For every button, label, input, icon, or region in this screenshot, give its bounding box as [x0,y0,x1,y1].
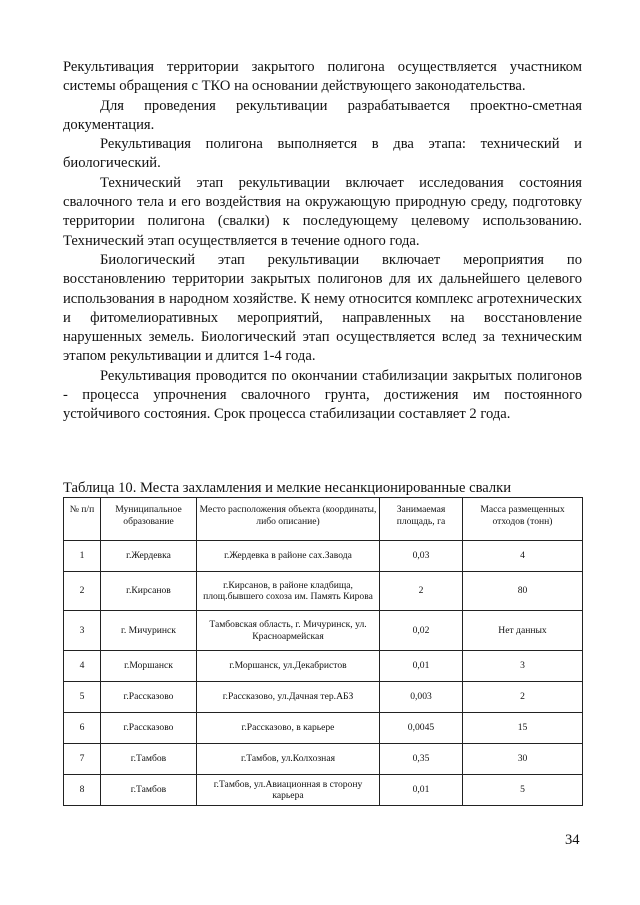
cell-location: г.Тамбов, ул.Колхозная [197,744,380,775]
cell-num: 4 [64,651,101,682]
paragraph: Технический этап рекультивации включает исследования состояния свалочного тела и его воздействия на окружающую природную среду, подготовку территории полигона (свалки) к последующему целевому использованию. Технический этап осуществляется в течение одного года. [63,174,582,249]
cell-area: 0,35 [380,744,463,775]
cell-num: 5 [64,682,101,713]
cell-mass: 2 [463,682,583,713]
cell-mass: Нет данных [463,611,583,651]
cell-area: 2 [380,572,463,611]
cell-area: 0,01 [380,775,463,806]
table-row [64,775,583,806]
header-location: Место расположения объекта (координаты, либо описание) [197,498,380,541]
cell-num: 2 [64,572,101,611]
cell-area: 0,003 [380,682,463,713]
cell-municipality: г.Кирсанов [101,572,197,611]
cell-location: г.Рассказово, в карьере [197,713,380,744]
cell-num: 3 [64,611,101,651]
table-header-row [64,498,583,541]
dumps-table [63,497,583,806]
cell-num: 7 [64,744,101,775]
cell-mass: 5 [463,775,583,806]
table-row [64,713,583,744]
cell-municipality: г.Рассказово [101,682,197,713]
cell-location: г.Рассказово, ул.Дачная тер.АБЗ [197,682,380,713]
header-mass: Масса размещенных отходов (тонн) [463,498,583,541]
cell-mass: 80 [463,572,583,611]
cell-municipality: г. Мичуринск [101,611,197,651]
cell-municipality: г.Моршанск [101,651,197,682]
cell-num: 8 [64,775,101,806]
cell-num: 6 [64,713,101,744]
cell-mass: 30 [463,744,583,775]
cell-mass: 4 [463,541,583,572]
header-area: Занимаемая площадь, га [380,498,463,541]
table-row [64,744,583,775]
cell-location: г.Жердевка в районе сах.Завода [197,541,380,572]
cell-location: г.Тамбов, ул.Авиационная в сторону карьера [197,775,380,806]
table-row [64,572,583,611]
table-row [64,651,583,682]
cell-mass: 15 [463,713,583,744]
paragraph: Для проведения рекультивации разрабатывается проектно-сметная документация. [63,97,582,133]
paragraph: Рекультивация территории закрытого полигона осуществляется участником системы обращения с ТКО на основании действующего законодательства. [63,59,582,95]
cell-municipality: г.Тамбов [101,775,197,806]
cell-area: 0,02 [380,611,463,651]
cell-municipality: г.Тамбов [101,744,197,775]
body-text [63,58,582,425]
paragraph: Рекультивация полигона выполняется в два этапа: технический и биологический. [63,136,582,172]
table-row [64,611,583,651]
cell-municipality: г.Жердевка [101,541,197,572]
header-num: № п/п [64,498,101,541]
cell-area: 0,0045 [380,713,463,744]
paragraph: Рекультивация проводится по окончании стабилизации закрытых полигонов - процесса упрочнения свалочного грунта, достижения им постоянного устойчивого состояния. Срок процесса стабилизации составляет 2 года. [63,367,582,423]
table-row [64,541,583,572]
table-caption: Таблица 10. Места захламления и мелкие несанкционированные свалки [63,480,512,496]
cell-municipality: г.Рассказово [101,713,197,744]
cell-mass: 3 [463,651,583,682]
cell-location: г.Моршанск, ул.Декабристов [197,651,380,682]
cell-location: г.Кирсанов, в районе кладбища, площ.бывшего сохоза им. Память Кирова [197,572,380,611]
cell-area: 0,01 [380,651,463,682]
cell-location: Тамбовская область, г. Мичуринск, ул. Красноармейская [197,611,380,651]
page-number: 34 [565,832,580,848]
table-row [64,682,583,713]
cell-num: 1 [64,541,101,572]
header-municipality: Муниципальное образование [101,498,197,541]
cell-area: 0,03 [380,541,463,572]
paragraph: Биологический этап рекультивации включает мероприятия по восстановлению территории закрытых полигонов для их дальнейшего целевого использования в народном хозяйстве. К нему относится комплекс агротехнических и фитомелиоративных мероприятий, направленных на восстановление нарушенных земель. Биологический этап осуществляется вслед за техническим этапом рекультивации и длится 1-4 года. [63,251,582,365]
